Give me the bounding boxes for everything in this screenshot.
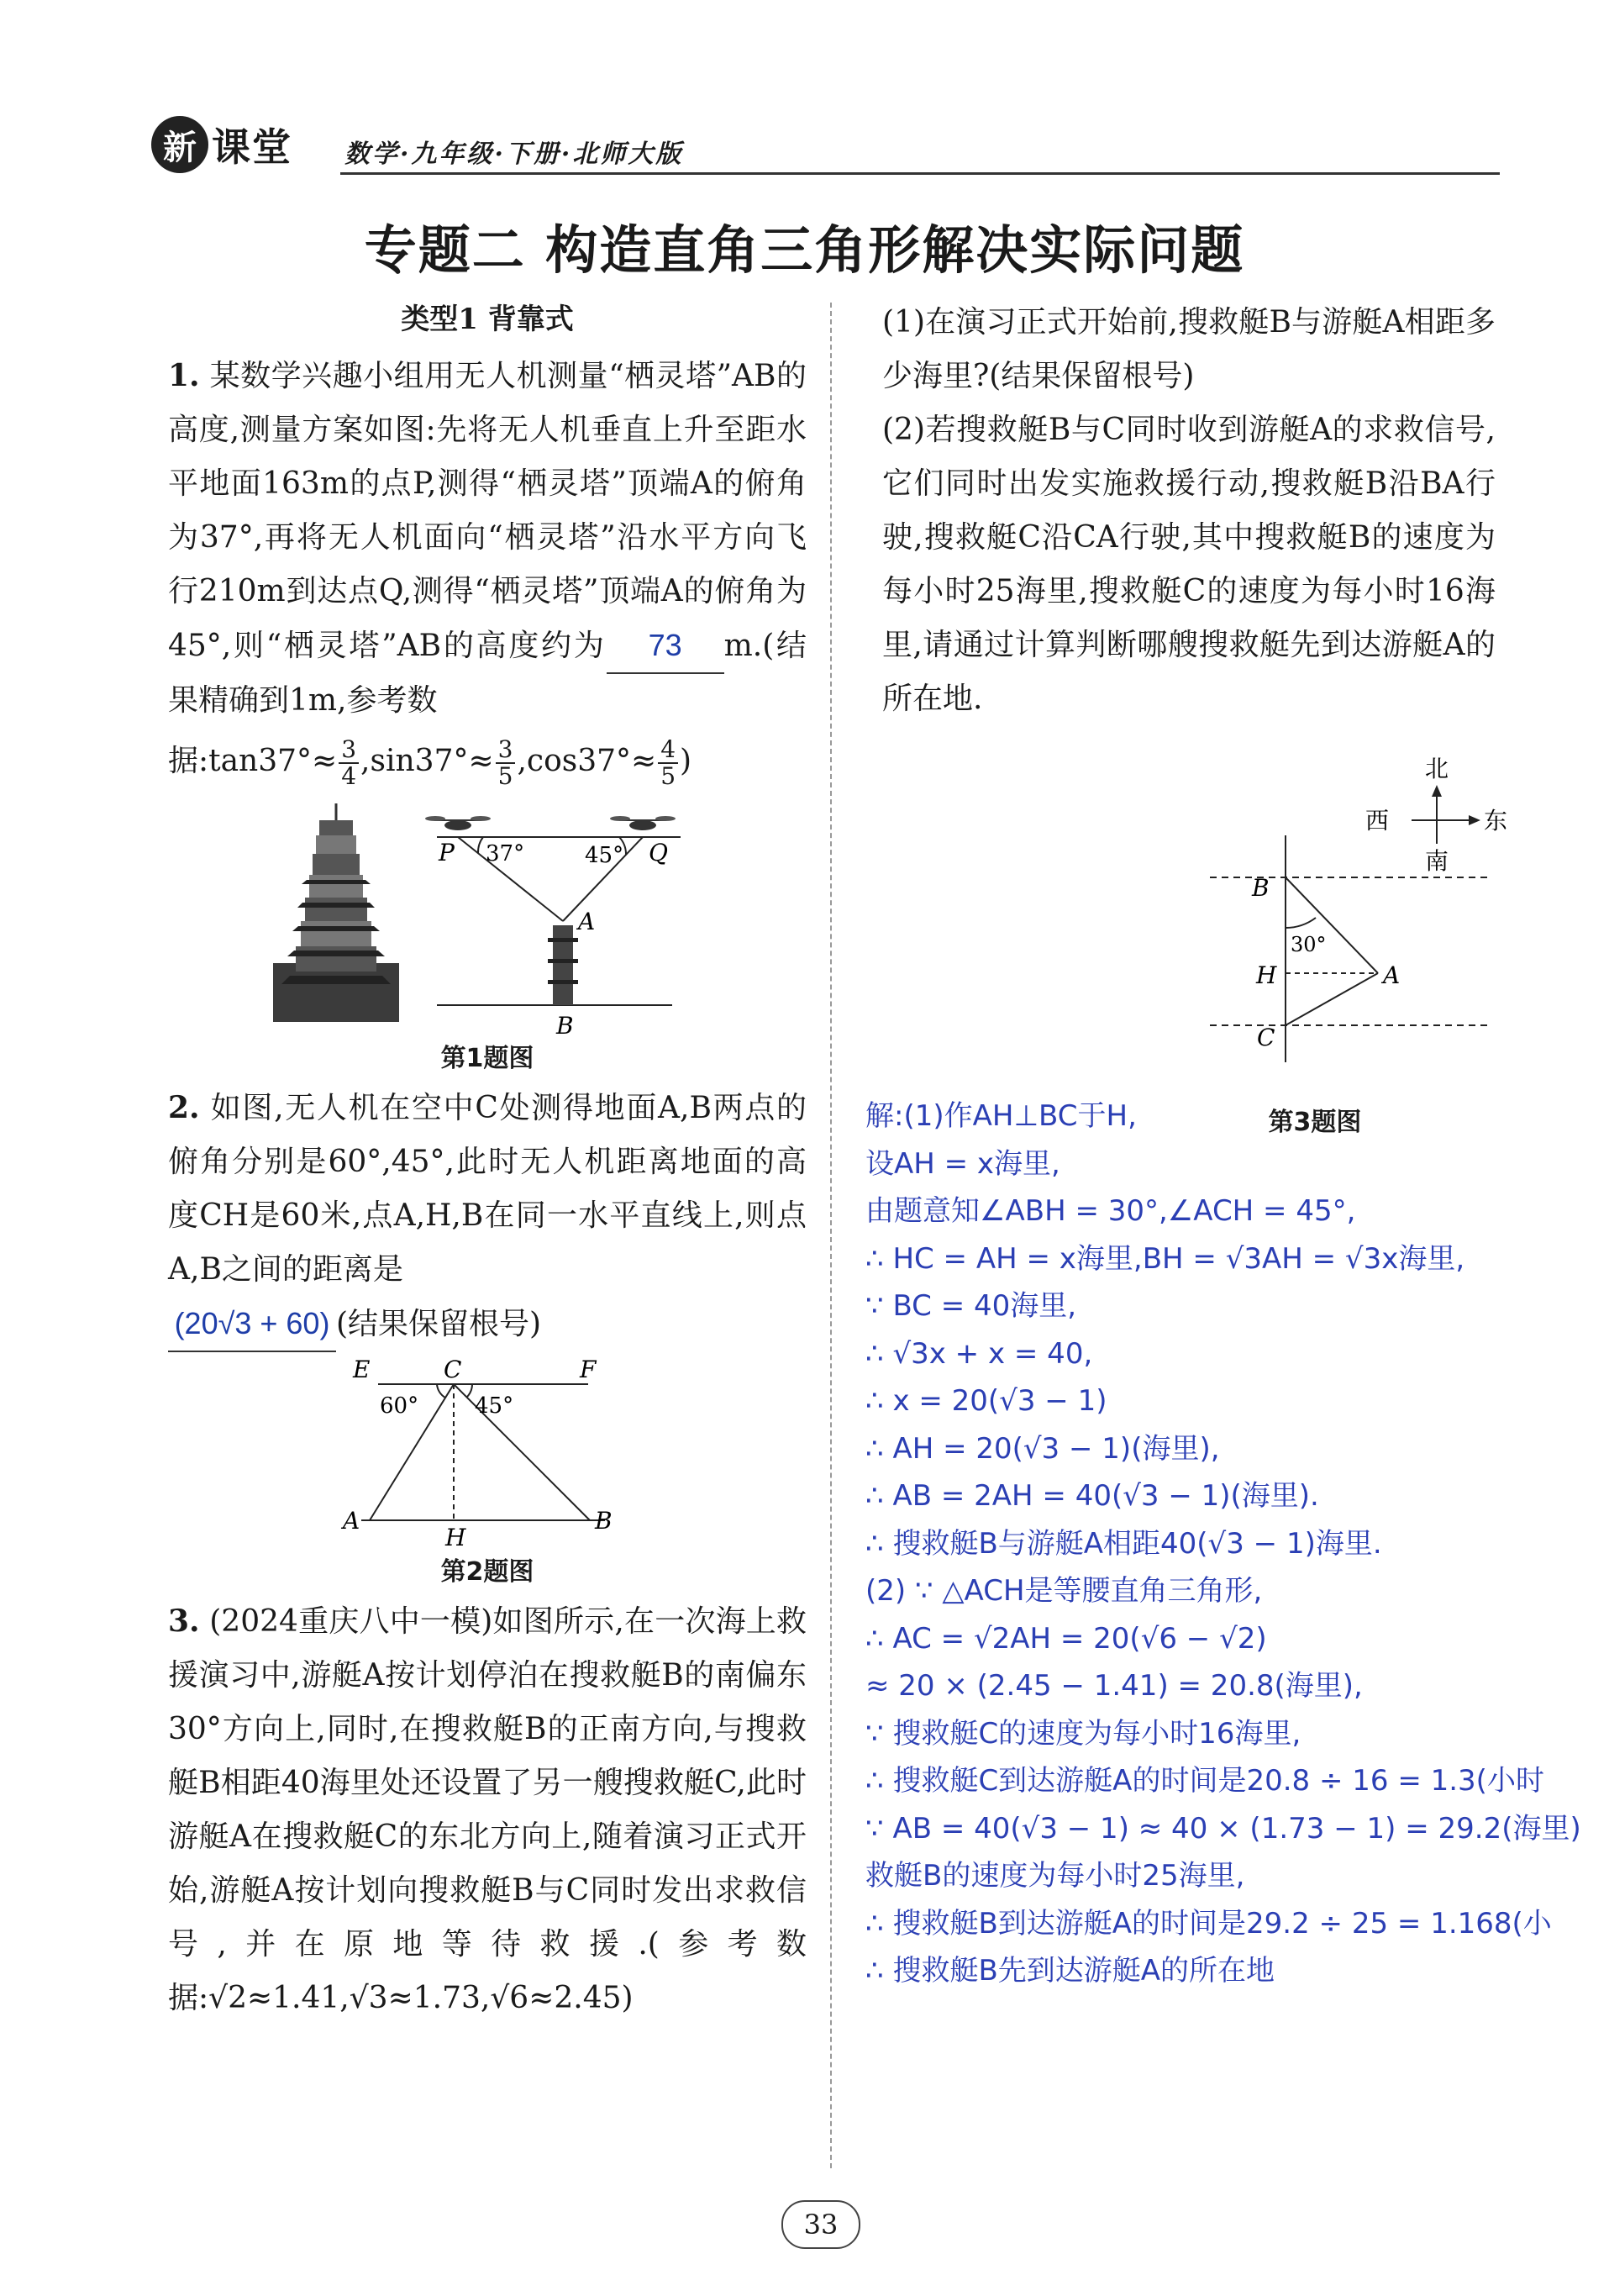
header-rule bbox=[340, 172, 1500, 175]
label-A2: A bbox=[343, 1507, 360, 1535]
q2-answer: (20√3 + 60) bbox=[168, 1297, 336, 1352]
solution-line: ∴ 搜救艇B先到达游艇A的所在地 bbox=[865, 1954, 1275, 1988]
solution-line: ≈ 20 × (2.45 − 1.41) = 20.8(海里), bbox=[865, 1669, 1363, 1703]
question-3 bbox=[168, 1594, 807, 2025]
solution-line: 解:(1)作AH⊥BC于H, bbox=[865, 1099, 1137, 1133]
page-title: 专题二 构造直角三角形解决实际问题 bbox=[364, 219, 1245, 281]
sin-fraction: $\frac{3}{5}$ bbox=[496, 737, 516, 789]
right-column bbox=[882, 296, 1508, 1145]
book-logo bbox=[151, 116, 292, 173]
solution-line: ∴ 搜救艇C到达游艇A的时间是20.8 ÷ 16 = 1.3(小时 bbox=[865, 1764, 1544, 1798]
compass-north: 北 bbox=[1425, 755, 1449, 782]
q1-answer: 73 bbox=[607, 619, 724, 674]
column-divider bbox=[830, 303, 832, 2168]
label-B: B bbox=[556, 1012, 574, 1040]
angle-45: 45° bbox=[585, 843, 624, 868]
q1-number: 1. bbox=[168, 358, 200, 393]
figure-2-caption: 第2题图 bbox=[440, 1557, 534, 1587]
angle-30: 30° bbox=[1291, 933, 1327, 956]
label-P: P bbox=[439, 839, 455, 866]
solution-line: ∴ √3x + x = 40, bbox=[865, 1336, 1093, 1371]
left-column bbox=[168, 296, 807, 2025]
figure-1 bbox=[168, 803, 807, 1040]
label-H2: H bbox=[445, 1524, 466, 1551]
label-C3: C bbox=[1257, 1024, 1275, 1051]
pagoda-photo bbox=[273, 803, 399, 1022]
figure-3-caption: 第3题图 bbox=[1268, 1108, 1362, 1137]
logo-text: 课堂 bbox=[212, 124, 292, 170]
solution-line: ∵ BC = 40海里, bbox=[865, 1289, 1077, 1323]
cos-fraction: $\frac{4}{5}$ bbox=[658, 737, 678, 789]
solution-line: 救艇B的速度为每小时25海里, bbox=[865, 1859, 1245, 1893]
angle-60: 60° bbox=[380, 1393, 419, 1419]
q3-number: 3. bbox=[168, 1604, 200, 1639]
page-number: 33 bbox=[781, 2200, 860, 2249]
label-B2: B bbox=[595, 1507, 613, 1535]
q1-sin-label: ,sin37°≈ bbox=[360, 744, 494, 778]
drone-Q-icon bbox=[610, 816, 676, 830]
solution-line: 由题意知∠ABH = 30°,∠ACH = 45°, bbox=[865, 1194, 1356, 1228]
q2-after: (结果保留根号) bbox=[336, 1307, 542, 1341]
q1-after: m.(结果精确到1m,参考数 bbox=[168, 629, 807, 718]
figure-2 bbox=[168, 1356, 807, 1551]
question-2 bbox=[168, 1081, 807, 1352]
q2-number: 2. bbox=[168, 1090, 200, 1125]
compass-west: 西 bbox=[1365, 807, 1390, 835]
question-1 bbox=[168, 349, 807, 728]
label-A: A bbox=[578, 908, 596, 935]
solution-line: ∴ 搜救艇B与游艇A相距40(√3 − 1)海里. bbox=[865, 1526, 1382, 1561]
compass-east: 东 bbox=[1484, 807, 1508, 835]
q1-cos-label: ,cos37°≈ bbox=[517, 744, 657, 778]
figure-3 bbox=[882, 743, 1508, 1096]
q3-text: (2024重庆八中一模)如图所示,在一次海上救援演习中,游艇A按计划停泊在搜救艇B的南偏东30°方向上,同时,在搜救艇B的正南方向,与搜救艇B相距40海里处还设置了另一艘搜救艇C,此时游艇A在搜救艇C的东北方向上,随着演习正式开始,游艇A按计划向搜救艇B与C同时发出求救信号,并在原地等待救援.(参考数据:√2≈1.41,√3≈1.73,√6≈2.45) bbox=[168, 1604, 807, 2015]
q2-text: 如图,无人机在空中C处测得地面A,B两点的俯角分别是60°,45°,此时无人机距离地面的高度CH是60米,点A,H,B在同一水平直线上,则点A,B之间的距离是 bbox=[168, 1091, 807, 1287]
logo-badge: 新 bbox=[151, 116, 208, 173]
solution-line: (2) ∵ △ACH是等腰直角三角形, bbox=[865, 1574, 1263, 1608]
q3-part-1: (1)在演习正式开始前,搜救艇B与游艇A相距多少海里?(结果保留根号) bbox=[882, 305, 1496, 393]
solution-line: ∵ 搜救艇C的速度为每小时16海里, bbox=[865, 1716, 1301, 1751]
q1-data-suffix: ) bbox=[680, 744, 692, 778]
q3-part-2: (2)若搜救艇B与C同时收到游艇A的求救信号,它们同时出发实施救援行动,搜救艇B沿BA行驶,搜救艇C沿CA行驶,其中搜救艇B的速度为每小时25海里,搜救艇C的速度为每小时16海里,请通过计算判断哪艘搜救艇先到达游艇A的所在地. bbox=[882, 413, 1496, 716]
solution-line: ∴ x = 20(√3 − 1) bbox=[865, 1384, 1107, 1418]
label-H3: H bbox=[1256, 961, 1277, 989]
label-A3: A bbox=[1383, 961, 1401, 989]
label-B3: B bbox=[1252, 874, 1270, 902]
label-E: E bbox=[353, 1356, 371, 1383]
figure-1-caption: 第1题图 bbox=[440, 1044, 534, 1073]
label-C: C bbox=[444, 1356, 462, 1383]
compass-icon bbox=[1365, 755, 1507, 875]
solution-line: ∴ AC = √2AH = 20(√6 − √2) bbox=[865, 1621, 1267, 1656]
label-F: F bbox=[580, 1356, 597, 1383]
solution-line: ∴ HC = AH = x海里,BH = √3AH = √3x海里, bbox=[865, 1241, 1465, 1276]
angle-37: 37° bbox=[486, 841, 525, 866]
q1-text: 某数学兴趣小组用无人机测量“栖灵塔”AB的高度,测量方案如图:先将无人机垂直上升至距水平地面163m的点P,测得“栖灵塔”顶端A的俯角为37°,再将无人机面向“栖灵塔”沿水平方向飞行210m到达点Q,测得“栖灵塔”顶端A的俯角为45°,则“栖灵塔”AB的高度约为 bbox=[168, 359, 807, 663]
solution-block bbox=[865, 1093, 1601, 1995]
solution-line: ∴ AB = 2AH = 40(√3 − 1)(海里). bbox=[865, 1479, 1319, 1513]
tan-fraction: $\frac{3}{4}$ bbox=[339, 737, 359, 789]
solution-line: ∴ 搜救艇B到达游艇A的时间是29.2 ÷ 25 = 1.168(小 bbox=[865, 1906, 1552, 1941]
label-Q: Q bbox=[649, 839, 668, 866]
q1-data-prefix: 据:tan37°≈ bbox=[168, 744, 338, 778]
small-pagoda-icon bbox=[548, 925, 578, 1005]
q1-reference-data bbox=[168, 728, 807, 795]
angle-45-2: 45° bbox=[475, 1393, 514, 1419]
compass-south: 南 bbox=[1425, 847, 1449, 875]
book-subtitle: 数学·九年级·下册·北师大版 bbox=[344, 140, 684, 169]
section-label: 类型1 背靠式 bbox=[401, 303, 574, 336]
drone-P-icon bbox=[425, 816, 491, 830]
solution-line: 设AH = x海里, bbox=[865, 1146, 1060, 1181]
solution-line: ∵ AB = 40(√3 − 1) ≈ 40 × (1.73 − 1) = 29.2(海里) bbox=[865, 1811, 1581, 1846]
solution-line: ∴ AH = 20(√3 − 1)(海里), bbox=[865, 1431, 1220, 1466]
